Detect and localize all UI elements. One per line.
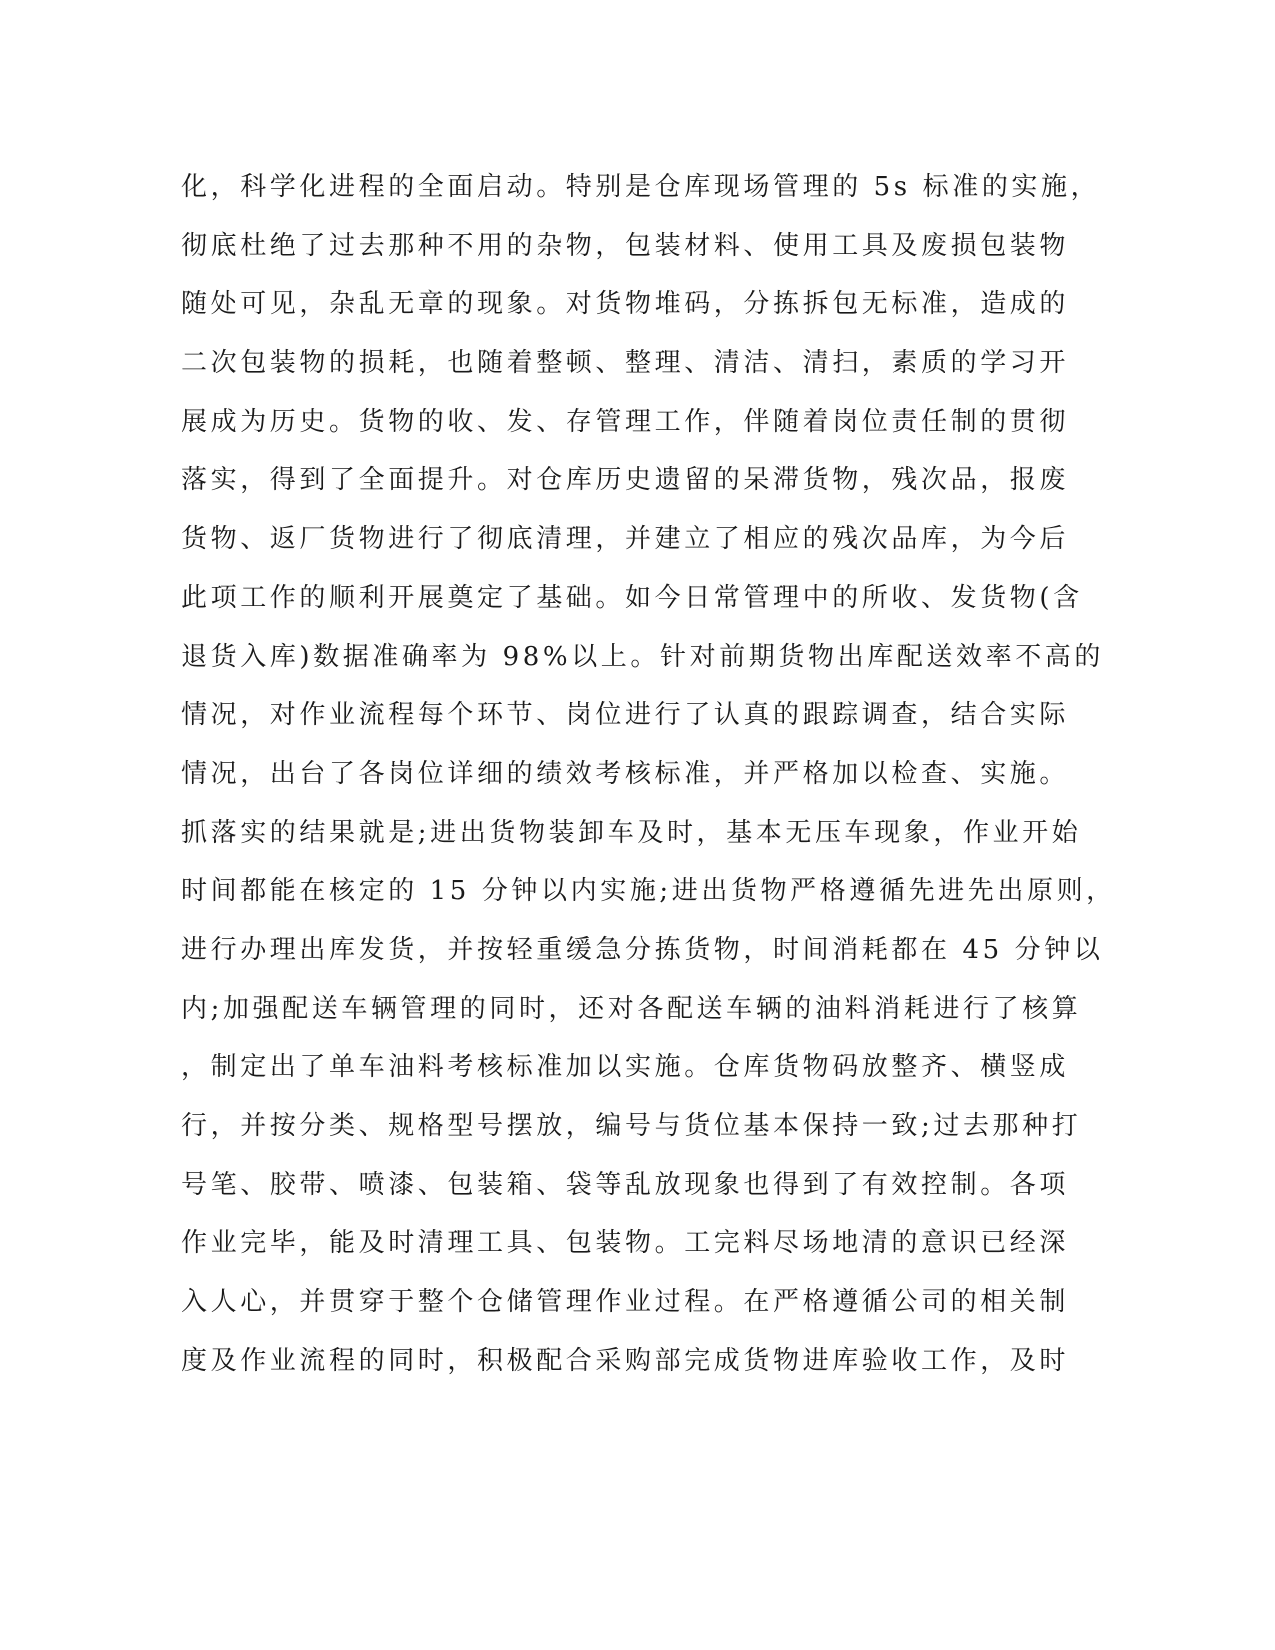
text-line-3: 随处可见，杂乱无章的现象。对货物堆码，分拣拆包无标准，造成的 [181,289,1070,320]
text-line-13: 时间都能在核定的 15 分钟以内实施;进出货物严格遵循先进先出原则， [181,876,1116,907]
text-line-4: 二次包装物的损耗，也随着整顿、整理、清洁、清扫，素质的学习开 [181,348,1070,379]
text-line-19: 作业完毕，能及时清理工具、包装物。工完料尽场地清的意识已经深 [181,1228,1070,1259]
text-line-11: 情况，出台了各岗位详细的绩效考核标准，并严格加以检查、实施。 [181,758,1070,789]
text-line-20: 入人心，并贯穿于整个仓储管理作业过程。在严格遵循公司的相关制 [181,1287,1070,1318]
text-line-16: ，制定出了单车油料考核标准加以实施。仓库货物码放整齐、横竖成 [181,1052,1070,1083]
body-text [181,158,1116,1390]
text-line-12: 抓落实的结果就是;进出货物装卸车及时，基本无压车现象，作业开始 [181,817,1082,848]
text-line-18: 号笔、胶带、喷漆、包装箱、袋等乱放现象也得到了有效控制。各项 [181,1169,1070,1200]
text-line-17: 行，并按分类、规格型号摆放，编号与货位基本保持一致;过去那种打 [181,1111,1082,1141]
text-line-10: 情况，对作业流程每个环节、岗位进行了认真的跟踪调查，结合实际 [181,700,1070,731]
text-line-5: 展成为历史。货物的收、发、存管理工作，伴随着岗位责任制的贯彻 [181,406,1070,437]
text-line-2: 彻底杜绝了过去那种不用的杂物，包装材料、使用工具及废损包装物 [181,230,1070,261]
text-line-6: 落实，得到了全面提升。对仓库历史遗留的呆滞货物，残次品，报废 [181,465,1070,496]
text-line-9: 退货入库)数据准确率为 98%以上。针对前期货物出库配送效率不高的 [181,641,1104,672]
text-line-15: 内;加强配送车辆管理的同时，还对各配送车辆的油料消耗进行了核算 [181,993,1082,1024]
text-line-1: 化，科学化进程的全面启动。特别是仓库现场管理的 5s 标准的实施， [181,172,1101,202]
text-line-7: 货物、返厂货物进行了彻底清理，并建立了相应的残次品库，为今后 [181,524,1070,555]
text-line-8: 此项工作的顺利开展奠定了基础。如今日常管理中的所收、发货物(含 [181,582,1083,613]
text-line-14: 进行办理出库发货，并按轻重缓急分拣货物，时间消耗都在 45 分钟以 [181,934,1104,965]
text-line-21: 度及作业流程的同时，积极配合采购部完成货物进库验收工作，及时 [181,1345,1070,1376]
